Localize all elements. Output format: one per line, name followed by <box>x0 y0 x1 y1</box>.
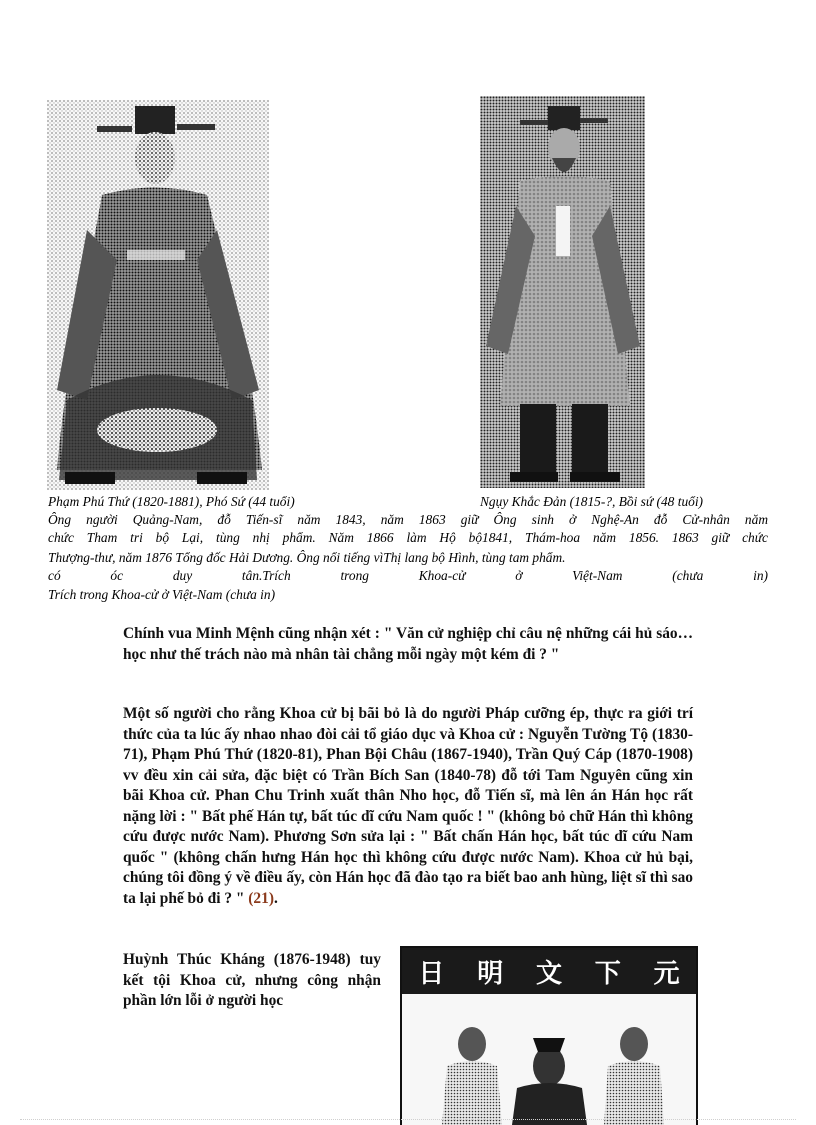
page-bottom-divider <box>20 1119 796 1120</box>
caption-line: Ông người Quảng-Nam, đỗ Tiến-sĩ năm 1843, năm 1863 giữ Ông sinh ở Nghệ-An đỗ Cử-nhân năm <box>48 512 768 527</box>
caption-line: chức Tham tri bộ Lại, tùng nhị phẩm. Năm 1866 làm Hộ bộ1841, Thám-hoa năm 1856. 1863 giữ chức <box>48 530 768 545</box>
banner-char: 下 <box>594 958 621 989</box>
caption-right-title: Ngụy Khắc Đản (1815-?, Bồi sứ (48 tuổi) <box>480 494 704 509</box>
caption-left-title: Phạm Phú Thứ (1820-1881), Phó Sứ (44 tuổi) <box>48 494 295 509</box>
group-photo <box>400 946 698 1125</box>
caption-line: Trích trong Khoa-cử ở Việt-Nam (chưa in) <box>48 587 276 602</box>
portrait-nguy-khac-dan <box>480 96 645 488</box>
portrait-pham-phu-thu <box>47 100 269 490</box>
footnote-reference[interactable]: (21) <box>248 889 274 907</box>
paragraph-text: Một số người cho rằng Khoa cử bị bãi bỏ là do người Pháp cưỡng ép, thực ra giới trí thức của ta lúc ấy nhao nhao đòi cải tổ giáo dục và Khoa cử : Nguyễn Tường Tộ (1830-71), Phạm Phú Thứ (1820-81), Phan Bội Châu (1867-1940), Trần Quý Cáp (1870-1908) vv đều xin cải sửa, đặc biệt có Trần Bích San (1840-78) đỗ tới Tam Nguyên cũng xin bãi Khoa cử. Phan Chu Trinh xuất thân Nho học, đỗ Tiến sĩ, mà lên án Hán học rất nặng lời : " Bất phế Hán tự, bất túc dĩ cứu Nam quốc ! " (không bỏ chữ Hán thì không cứu được nước Nam). Phương Sơn sửa lại : " Bất chấn Hán học, bất túc dĩ cứu Nam quốc " (không chấn hưng Hán học thì không cứu được nước Nam). Khoa cử hủ bại, chúng tôi đồng ý về điều ấy, còn Hán học đã đào tạo ra biết bao anh hùng, liệt sĩ thì sao ta lại phế bỏ đi ? " <box>123 705 693 907</box>
banner-characters <box>402 948 696 994</box>
caption-line: có óc duy tân.Trích trong Khoa-cử ở Việt-Nam (chưa in) <box>48 568 768 583</box>
paragraph-end: . <box>273 889 278 907</box>
banner-char: 文 <box>535 958 562 989</box>
banner-char: 明 <box>477 958 504 989</box>
paragraph-huynh-thuc-khang: Huỳnh Thúc Kháng (1876-1948) tuy kết tội Khoa cử, nhưng công nhận phần lớn lỗi ở người học <box>123 951 381 1009</box>
paragraph-minh-menh: Chính vua Minh Mệnh cũng nhận xét : " Văn cử nghiệp chỉ câu nệ những cái hủ sáo…học như thế trách nào mà nhân tài chẳng mỗi ngày một kém đi ? " <box>123 625 693 663</box>
banner-char: 元 <box>653 958 680 989</box>
banner-char: 日 <box>418 958 445 989</box>
paragraph-khoa-cu <box>123 704 693 909</box>
caption-line: Thượng-thư, năm 1876 Tổng đốc Hải Dương. Ông nổi tiếng vìThị lang bộ Hình, tùng tam phẩm. <box>48 550 566 565</box>
